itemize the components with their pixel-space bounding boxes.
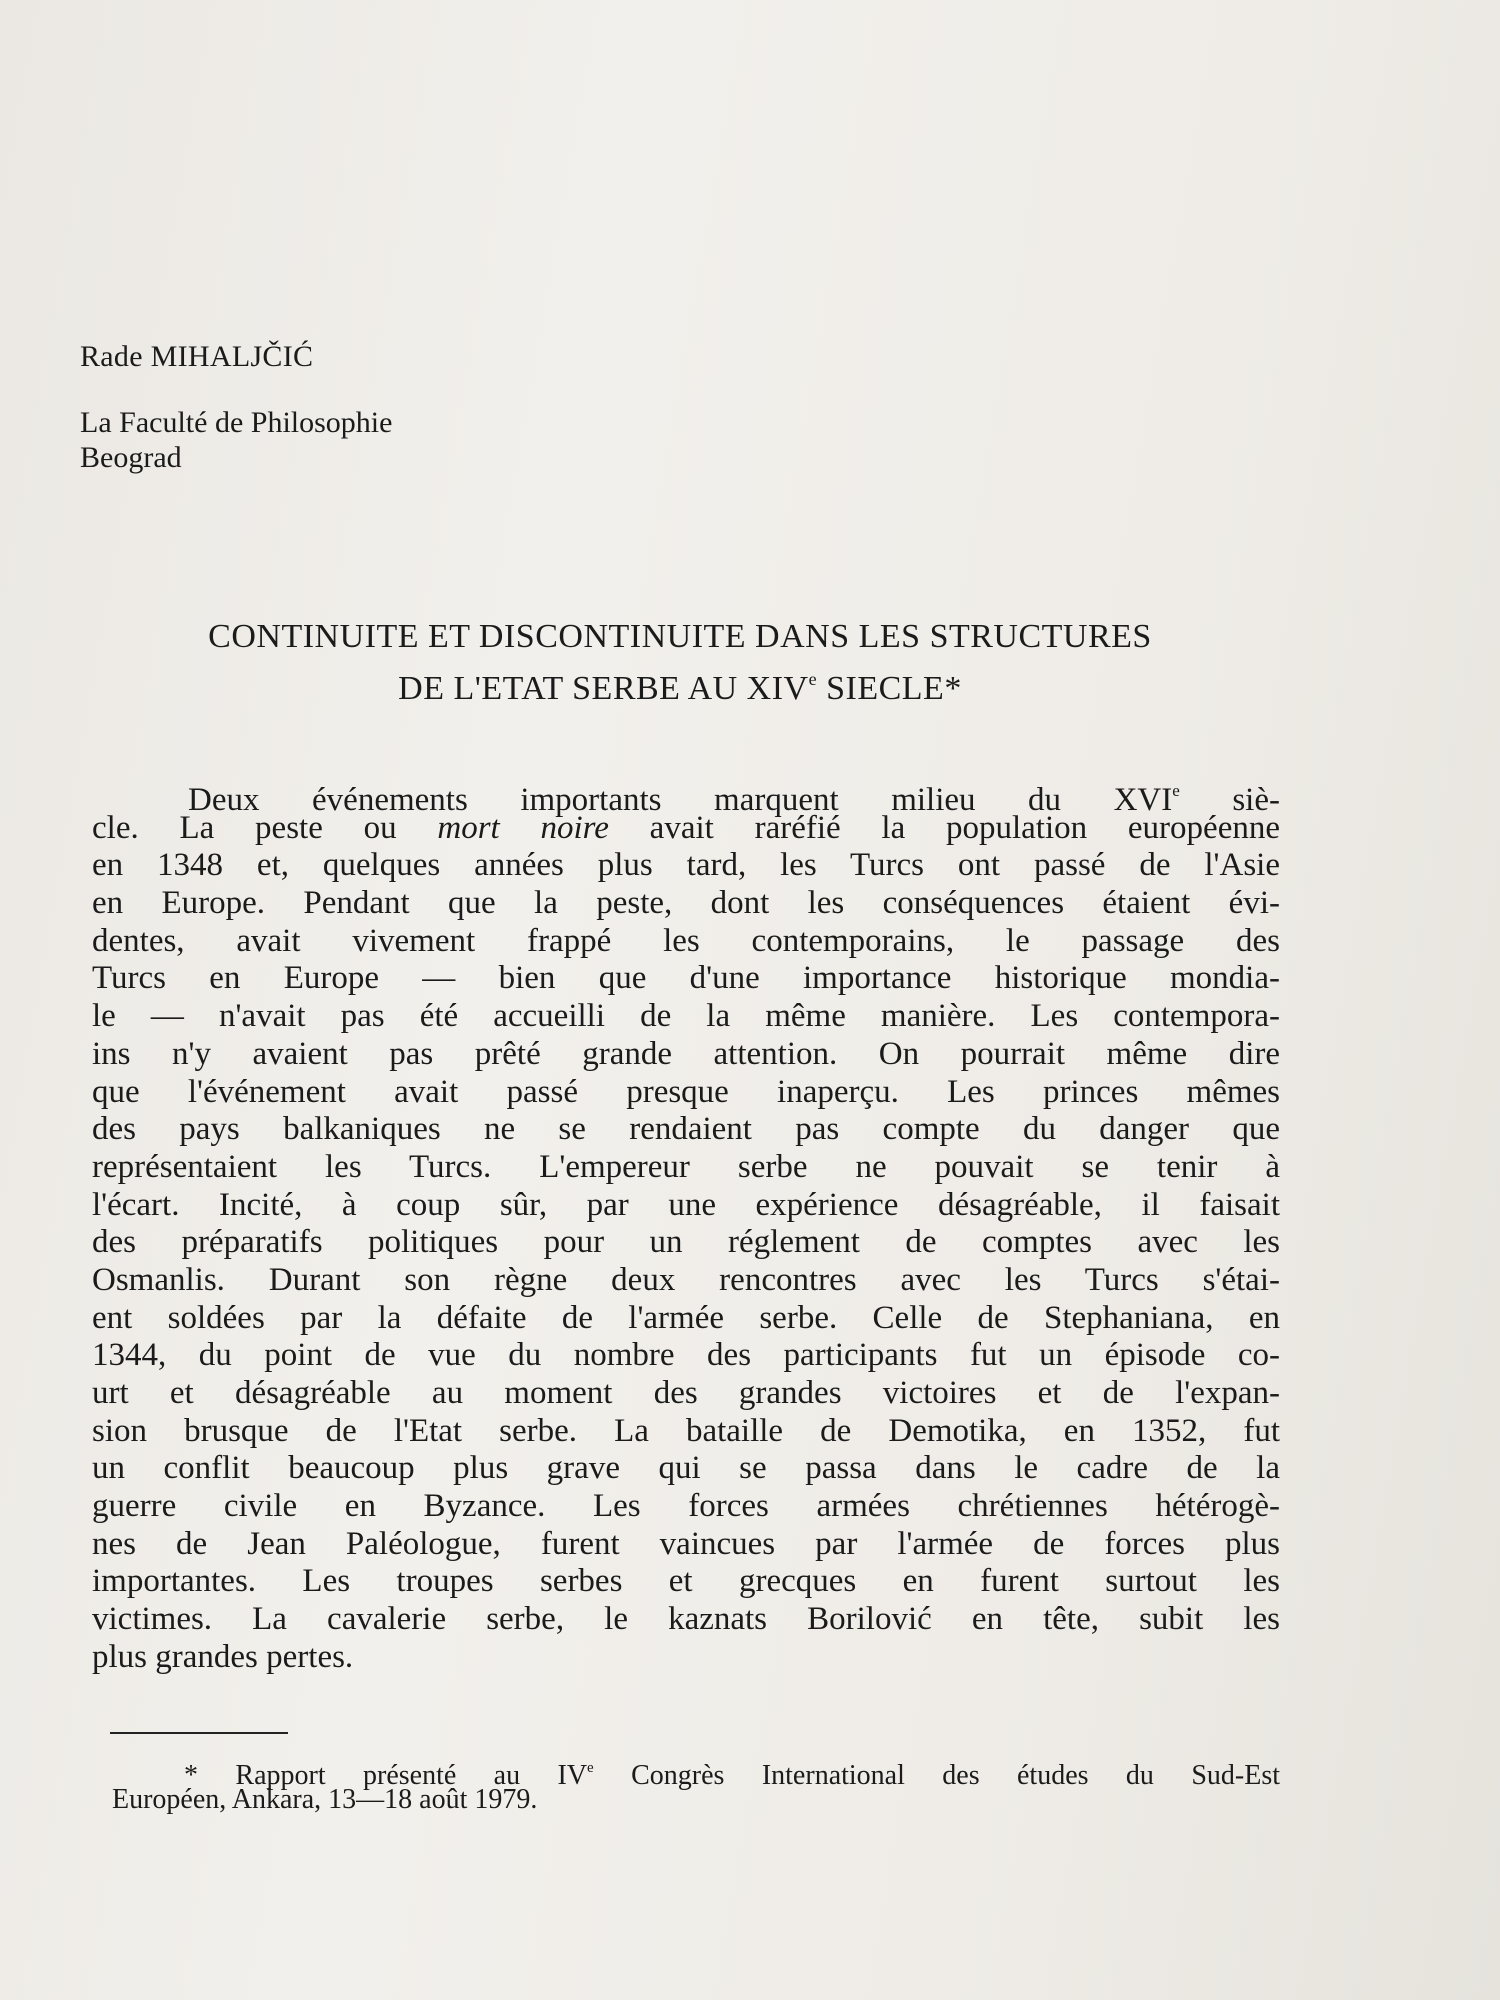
paragraph-line: Deux événements importants marquent milieu du XVIe siè- xyxy=(188,781,1280,818)
paragraph-line: des pays balkaniques ne se rendaient pas compte du danger que xyxy=(92,1111,1280,1148)
paragraph-line: 1344, du point de vue du nombre des participants fut un épisode co- xyxy=(92,1337,1280,1374)
article-title xyxy=(80,616,1280,710)
paragraph-line: en Europe. Pendant que la peste, dont les conséquences étaient évi- xyxy=(92,885,1280,922)
affiliation-line: Beograd xyxy=(80,441,182,474)
paragraph-line: le — n'avait pas été accueilli de la même manière. Les contempora- xyxy=(92,998,1280,1035)
author-name: Rade MIHALJČIĆ xyxy=(80,340,314,373)
title-line-2: DE L'ETAT SERBE AU XIVe SIECLE* xyxy=(398,669,962,707)
paragraph-line: guerre civile en Byzance. Les forces armées chrétiennes hétérogè- xyxy=(92,1488,1280,1525)
paragraph-line: importantes. Les troupes serbes et grecques en furent surtout les xyxy=(92,1563,1280,1600)
paragraph-line: l'écart. Incité, à coup sûr, par une expérience désagréable, il faisait xyxy=(92,1186,1280,1223)
paragraph-line: Osmanlis. Durant son règne deux rencontres avec les Turcs s'étai- xyxy=(92,1261,1280,1298)
affiliation-line: La Faculté de Philosophie xyxy=(80,406,393,439)
author-affiliation xyxy=(80,405,392,475)
paragraph-line: en 1348 et, quelques années plus tard, les Turcs ont passé de l'Asie xyxy=(92,847,1280,884)
paragraph-line: urt et désagréable au moment des grandes victoires et de l'expan- xyxy=(92,1375,1280,1411)
paragraph-line: Turcs en Europe — bien que d'une importance historique mondia- xyxy=(92,960,1280,997)
paragraph-line: des préparatifs politiques pour un réglement de comptes avec les xyxy=(92,1224,1280,1261)
paragraph-line: cle. La peste ou mort noire avait raréfié la population européenne xyxy=(92,809,1280,846)
paragraph-line: dentes, avait vivement frappé les contemporains, le passage des xyxy=(92,922,1280,959)
paragraph-line: sion brusque de l'Etat serbe. La bataille de Demotika, en 1352, fut xyxy=(92,1412,1280,1449)
paragraph-line: que l'événement avait passé presque inaperçu. Les princes mêmes xyxy=(92,1073,1280,1110)
footnote-line: * Rapport présenté au IVe Congrès International des études du Sud-Est xyxy=(184,1760,1280,1791)
body-paragraph xyxy=(92,772,1280,1677)
paragraph-line: plus grandes pertes. xyxy=(92,1638,354,1675)
paragraph-line: ent soldées par la défaite de l'armée serbe. Celle de Stephaniana, en xyxy=(92,1299,1280,1336)
footnote-divider xyxy=(110,1732,288,1734)
title-line-1: CONTINUITE ET DISCONTINUITE DANS LES STRUCTURES xyxy=(208,618,1152,655)
footnote xyxy=(112,1752,1280,1816)
paragraph-line: un conflit beaucoup plus grave qui se passa dans le cadre de la xyxy=(92,1450,1280,1487)
paragraph-line: représentaient les Turcs. L'empereur serbe ne pouvait se tenir à xyxy=(92,1148,1280,1185)
paragraph-line: nes de Jean Paléologue, furent vaincues par l'armée de forces plus xyxy=(92,1525,1280,1562)
italic-term: mort noire xyxy=(437,809,609,846)
paragraph-line: ins n'y avaient pas prêté grande attention. On pourrait même dire xyxy=(92,1035,1280,1072)
bleed-through-texture xyxy=(340,0,1470,560)
footnote-line: Européen, Ankara, 13—18 août 1979. xyxy=(112,1784,538,1815)
paragraph-line: victimes. La cavalerie serbe, le kaznats Borilović en tête, subit les xyxy=(92,1601,1280,1638)
